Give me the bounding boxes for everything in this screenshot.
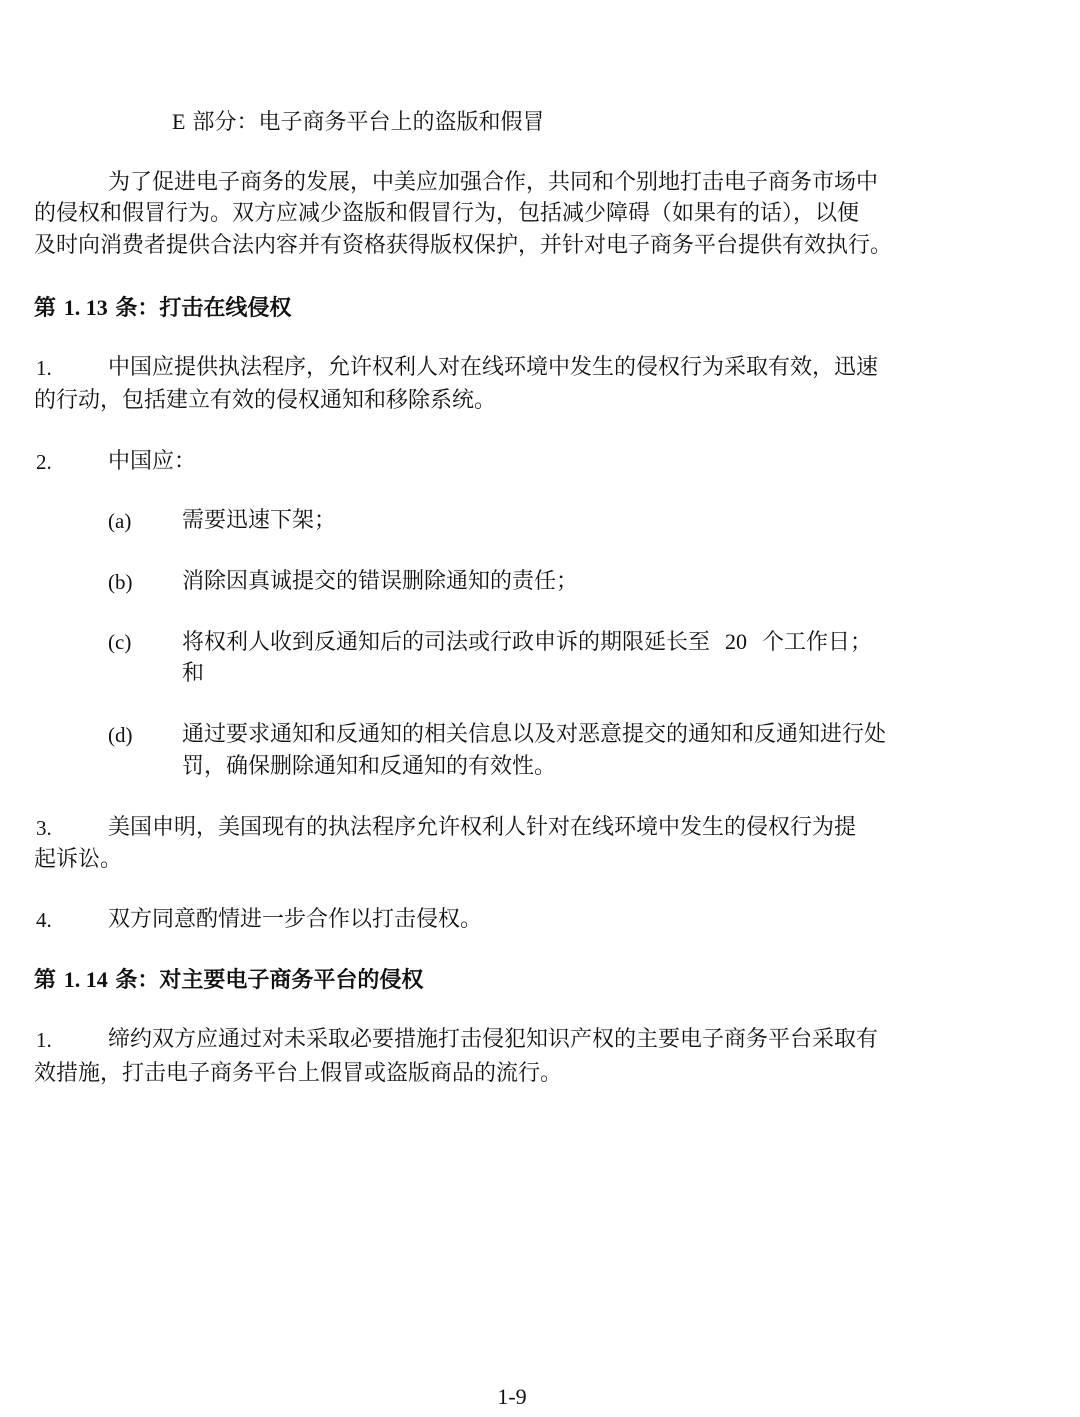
part-title <box>172 106 544 139</box>
article-1-14-paragraph-1-number: 1. <box>36 1028 52 1052</box>
article-1-14-prefix: 第 <box>34 968 57 993</box>
paragraph-4-number: 4. <box>36 908 52 932</box>
subitem-c-text-after: 个工作日； <box>762 630 873 655</box>
subitem-a-label: (a) <box>108 509 132 533</box>
subitem-d-label: (d) <box>108 723 133 747</box>
page-number: 1-9 <box>497 1384 527 1409</box>
paragraph-2-text: 中国应： <box>108 449 197 474</box>
intro-line-3: 及时向消费者提供合法内容并有资格获得版权保护，并针对电子商务平台提供有效执行。 <box>34 233 893 258</box>
subitem-c-text-before: 将权利人收到反通知后的司法或行政申诉的期限延长至 <box>182 630 711 655</box>
subitem-c-day-count: 20 <box>725 629 748 654</box>
paragraph-1-line-1: 中国应提供执法程序，允许权利人对在线环境中发生的侵权行为采取有效，迅速 <box>108 355 879 380</box>
subitem-b-label: (b) <box>108 570 133 594</box>
subitem-a-text: 需要迅速下架； <box>182 508 337 533</box>
article-1-13-heading <box>34 292 291 325</box>
article-1-14-heading <box>34 964 423 997</box>
article-1-14-paragraph-1-line-2: 效措施，打击电子商务平台上假冒或盗版商品的流行。 <box>34 1061 563 1086</box>
subitem-c-line-1 <box>182 626 872 659</box>
paragraph-2-number: 2. <box>36 450 52 474</box>
article-1-13-number: 1. 13 <box>63 295 108 320</box>
part-title-label: E <box>172 109 186 134</box>
paragraph-4-text: 双方同意酌情进一步合作以打击侵权。 <box>108 907 483 932</box>
part-title-text: 部分：电子商务平台上的盗版和假冒 <box>192 110 545 135</box>
intro-line-1: 为了促进电子商务的发展，中美应加强合作，共同和个别地打击电子商务市场中 <box>108 170 879 195</box>
subitem-c-label: (c) <box>108 630 132 654</box>
subitem-c-line-2: 和 <box>182 661 205 686</box>
paragraph-3-line-1: 美国申明，美国现有的执法程序允许权利人针对在线环境中发生的侵权行为提 <box>108 815 857 840</box>
article-1-14-number: 1. 14 <box>63 967 108 992</box>
article-1-13-prefix: 第 <box>34 296 57 321</box>
subitem-d-line-2: 罚，确保删除通知和反通知的有效性。 <box>182 754 557 779</box>
article-1-14-title: 条：对主要电子商务平台的侵权 <box>115 968 424 993</box>
intro-line-2: 的侵权和假冒行为。双方应减少盗版和假冒行为，包括减少障碍（如果有的话），以便 <box>34 201 860 226</box>
article-1-13-title: 条：打击在线侵权 <box>115 296 292 321</box>
paragraph-1-number: 1. <box>36 356 52 380</box>
subitem-b-text: 消除因真诚提交的错误删除通知的责任； <box>182 569 579 594</box>
paragraph-3-line-2: 起诉讼。 <box>34 847 123 872</box>
paragraph-1-line-2: 的行动，包括建立有效的侵权通知和移除系统。 <box>34 388 497 413</box>
subitem-d-line-1: 通过要求通知和反通知的相关信息以及对恶意提交的通知和反通知进行处 <box>182 722 887 747</box>
article-1-14-paragraph-1-line-1: 缔约双方应通过对未采取必要措施打击侵犯知识产权的主要电子商务平台采取有 <box>108 1027 879 1052</box>
paragraph-3-number: 3. <box>36 816 52 840</box>
